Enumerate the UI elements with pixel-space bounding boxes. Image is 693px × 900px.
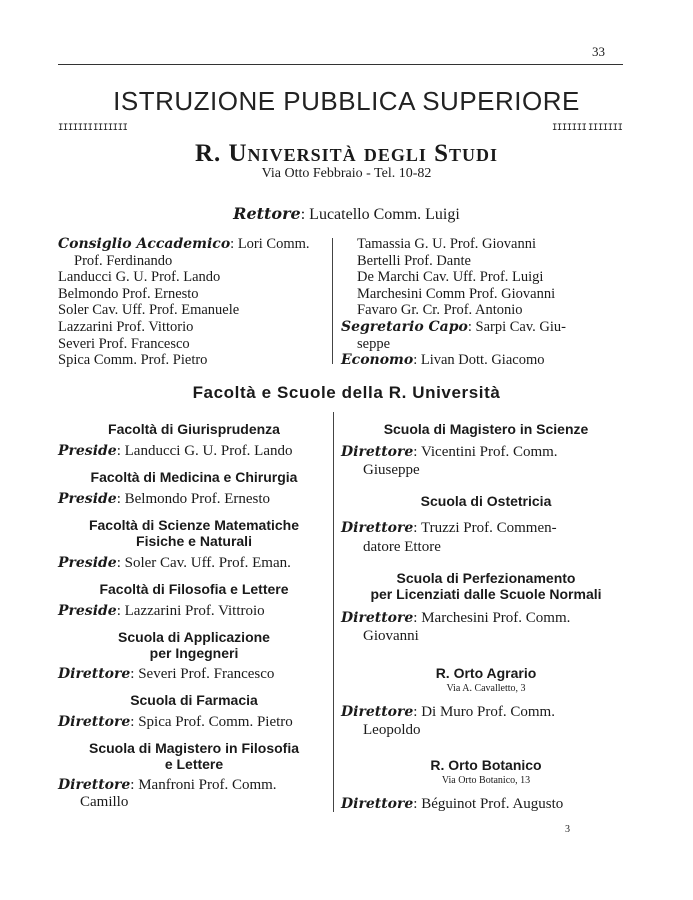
orto-agrario-direttore <box>341 703 555 721</box>
preside-value: : Soler Cav. Uff. Prof. Eman. <box>116 555 291 571</box>
direttore-value: : Marchesini Prof. Comm. <box>413 610 571 626</box>
decoration-right-1: IIIIIII <box>552 123 587 133</box>
orto-botanico-address: Via Orto Botanico, 13 <box>441 775 531 786</box>
direttore-label: Direttore <box>341 796 414 812</box>
title-line: per Licenziati dalle Scuole Normali <box>370 586 602 602</box>
university-address: Via Otto Febbraio - Tel. 10-82 <box>261 166 432 181</box>
title-line: Fisiche e Naturali <box>136 533 252 549</box>
title-line: per Ingegneri <box>149 645 239 661</box>
preside-label: Preside <box>58 443 117 459</box>
school-title-magistero-filosofia <box>58 740 330 772</box>
council-member: Prof. Ferdinando <box>74 252 173 269</box>
decoration-left-2: IIIIIII <box>93 123 128 133</box>
orto-botanico-direttore <box>341 795 563 813</box>
magistero-scienze-direttore <box>341 443 558 461</box>
rector-line <box>0 204 693 224</box>
orto-agrario-title: R. Orto Agrario <box>435 665 537 681</box>
council-member: Marchesini Comm Prof. Giovanni <box>357 285 556 302</box>
council-member: Lazzarini Prof. Vittorio <box>58 318 194 335</box>
direttore-value: : Severi Prof. Francesco <box>130 666 275 682</box>
farmacia-direttore <box>58 713 293 731</box>
title-line: Scuola di Applicazione <box>118 629 270 645</box>
ostetricia-continuation: datore Ettore <box>363 539 441 555</box>
direttore-label: Direttore <box>58 666 131 682</box>
preside-label: Preside <box>58 491 117 507</box>
page-title: ISTRUZIONE PUBBLICA SUPERIORE <box>113 86 580 116</box>
council-label: Consiglio Accademico <box>58 236 231 252</box>
council-first-line <box>58 236 330 253</box>
direttore-label: Direttore <box>58 714 131 730</box>
ingegneri-direttore <box>58 665 274 683</box>
title-line: e Lettere <box>164 756 224 772</box>
faculty-title-filosofia: Facoltà di Filosofia e Lettere <box>99 581 289 597</box>
direttore-value: : Di Muro Prof. Comm. <box>413 704 555 720</box>
perfezionamento-continuation: Giovanni <box>363 628 419 644</box>
column-divider <box>333 412 334 812</box>
direttore-label: Direttore <box>341 520 414 536</box>
council-member: De Marchi Cav. Uff. Prof. Luigi <box>357 269 544 286</box>
top-rule <box>58 64 623 65</box>
secretary-line <box>341 319 631 336</box>
school-title-ingegneri <box>58 629 330 661</box>
direttore-value: : Manfroni Prof. Comm. <box>130 777 277 793</box>
preside-value: : Lazzarini Prof. Vittroio <box>116 603 265 619</box>
perfezionamento-direttore <box>341 609 570 627</box>
filosofia-preside <box>58 602 265 620</box>
council-member: Belmondo Prof. Ernesto <box>58 285 199 302</box>
council-right-column <box>341 236 631 369</box>
giurisprudenza-preside <box>58 442 293 460</box>
school-title-magistero-scienze: Scuola di Magistero in Scienze <box>383 421 589 437</box>
preside-value: : Landucci G. U. Prof. Lando <box>116 443 293 459</box>
section-title: Facoltà e Scuole della R. Università <box>192 383 501 402</box>
orto-agrario-address: Via A. Cavalletto, 3 <box>446 683 526 694</box>
magistero-filosofia-continuation: Camillo <box>80 794 129 810</box>
council-member: Spica Comm. Prof. Pietro <box>58 352 208 369</box>
secretary-value: : Sarpi Cav. Giu- <box>467 318 567 335</box>
direttore-label: Direttore <box>341 704 414 720</box>
council-member: Landucci G. U. Prof. Lando <box>58 269 221 286</box>
rector-value: : Lucatello Comm. Luigi <box>300 206 460 223</box>
school-title-perfezionamento <box>341 570 631 602</box>
direttore-value: : Truzzi Prof. Commen- <box>413 520 557 536</box>
page-number: 33 <box>592 44 605 59</box>
economo-line <box>341 352 631 369</box>
direttore-value: : Béguinot Prof. Augusto <box>413 796 564 812</box>
magistero-filosofia-direttore <box>58 776 277 794</box>
secretary-label: Segretario Capo <box>341 318 468 335</box>
footnote-number: 3 <box>565 824 570 835</box>
magistero-scienze-continuation: Giuseppe <box>363 462 420 478</box>
economo-label: Economo <box>341 352 414 369</box>
council-member: Favaro Gr. Cr. Prof. Antonio <box>357 302 523 319</box>
direttore-value: : Spica Prof. Comm. Pietro <box>130 714 293 730</box>
council-left-column <box>58 236 330 369</box>
faculty-title-giurisprudenza: Facoltà di Giurisprudenza <box>108 421 280 437</box>
university-name: R. Università degli Studi <box>194 140 499 167</box>
orto-botanico-title: R. Orto Botanico <box>430 757 542 773</box>
council-member: Tamassia G. U. Prof. Giovanni <box>357 236 536 252</box>
secretary-continuation: seppe <box>357 335 391 352</box>
council-first-value: : Lori Comm. <box>230 236 310 252</box>
direttore-value: : Vicentini Prof. Comm. <box>413 444 558 460</box>
decoration-left-1: IIIIIII <box>58 123 93 133</box>
council-member: Soler Cav. Uff. Prof. Emanuele <box>58 302 240 319</box>
title-line: Scuola di Perfezionamento <box>396 570 576 586</box>
school-title-farmacia: Scuola di Farmacia <box>130 692 258 708</box>
council-column-divider <box>332 238 333 364</box>
council-member: Severi Prof. Francesco <box>58 335 190 352</box>
direttore-label: Direttore <box>341 444 414 460</box>
title-line: Scuola di Magistero in Filosofia <box>88 740 300 756</box>
school-title-ostetricia: Scuola di Ostetricia <box>420 493 552 509</box>
direttore-label: Direttore <box>58 777 131 793</box>
scienze-preside <box>58 554 291 572</box>
rector-label: Rettore <box>233 204 301 223</box>
preside-label: Preside <box>58 555 117 571</box>
ostetricia-direttore <box>341 519 557 537</box>
title-line: Facoltà di Scienze Matematiche <box>88 517 300 533</box>
orto-agrario-continuation: Leopoldo <box>363 722 421 738</box>
economo-value: : Livan Dott. Giacomo <box>413 352 545 369</box>
council-member: Bertelli Prof. Dante <box>357 252 471 269</box>
preside-value: : Belmondo Prof. Ernesto <box>116 491 271 507</box>
faculty-title-scienze <box>58 517 330 549</box>
faculty-title-medicina: Facoltà di Medicina e Chirurgia <box>90 469 298 485</box>
direttore-label: Direttore <box>341 610 414 626</box>
decoration-right-2: IIIIIII <box>588 123 623 133</box>
preside-label: Preside <box>58 603 117 619</box>
medicina-preside <box>58 490 270 508</box>
